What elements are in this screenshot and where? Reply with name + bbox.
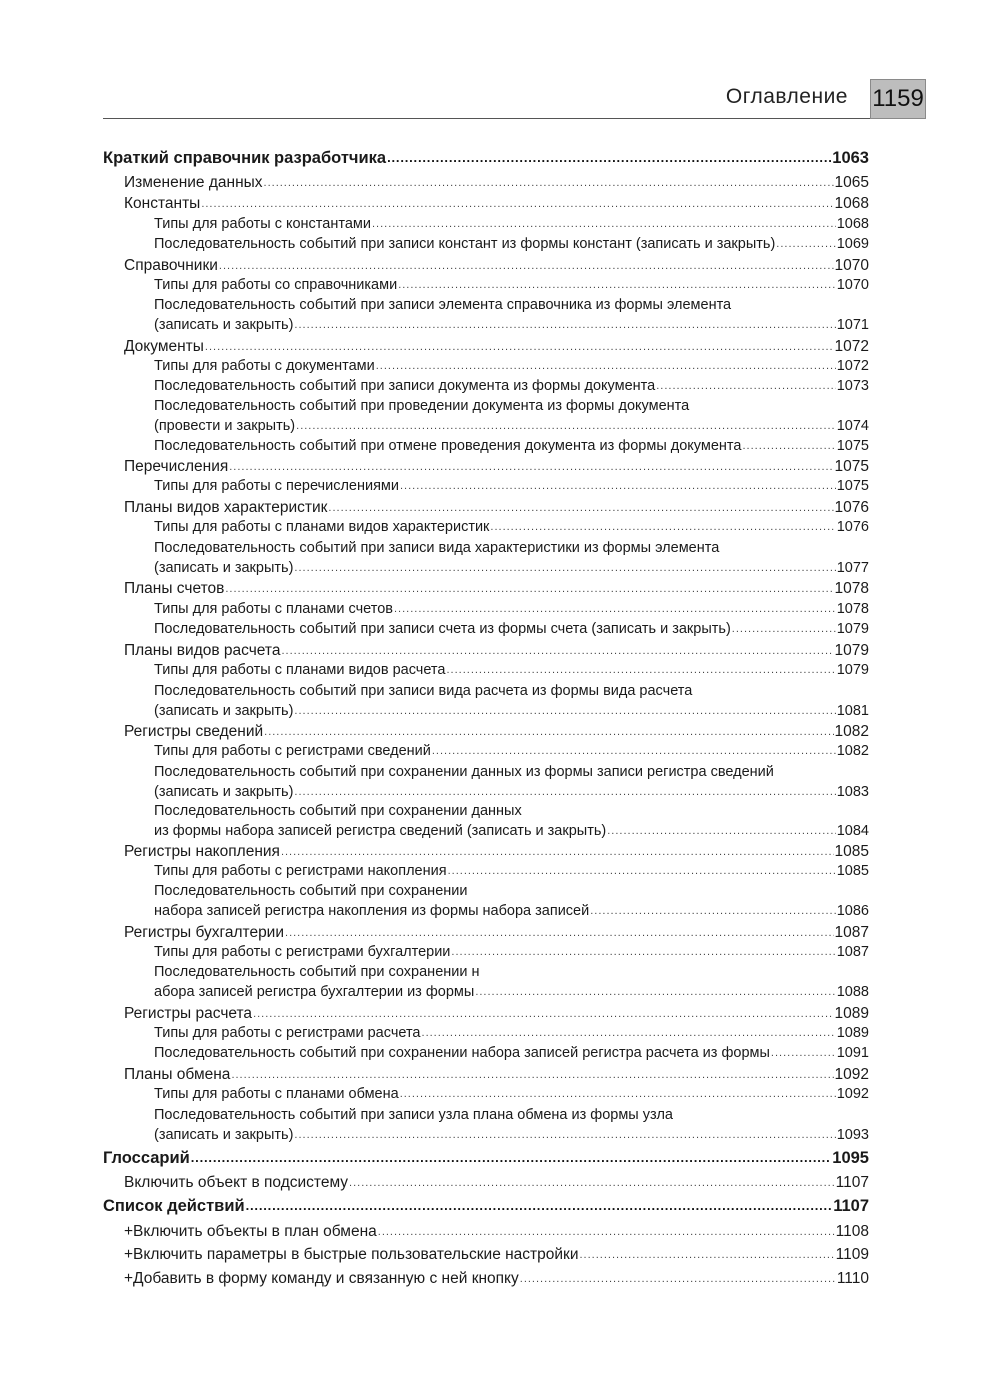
toc-dot-leader [328,502,833,514]
toc-page-number: 1079 [836,662,869,678]
toc-entry-title: Типы для работы с планами видов расчета [154,662,446,678]
toc-page-number: 1085 [834,843,869,860]
toc-dot-leader [246,1198,833,1213]
toc-page-number: 1075 [836,478,869,494]
toc-entry-title: (записать и закрыть) [154,784,294,800]
toc-entry-text-line: Последовательность событий при проведении документа из формы документа [154,398,690,414]
toc-entry-title: Типы для работы с перечислениями [154,478,399,494]
toc-entry-title: Типы для работы с регистрами накопления [154,863,447,879]
toc-dot-leader [191,1150,832,1165]
toc-entry-title: (записать и закрыть) [154,560,294,576]
toc-page-number: 1092 [836,1086,869,1102]
running-header-title: Оглавление [725,85,848,108]
toc-dot-leader [590,905,836,917]
toc-chapter-entry[interactable] [103,149,869,170]
toc-page-number: 1065 [834,174,869,191]
toc-entry-title: Изменение данных [124,174,263,191]
toc-entry-title: Регистры расчета [124,1005,253,1022]
toc-entry-text-line: Последовательность событий при сохранении данных [154,803,522,819]
toc-dot-leader [205,341,834,353]
toc-dot-leader [285,927,834,939]
toc-page-number: 1079 [836,621,869,637]
toc-page-number: 1083 [836,784,869,800]
toc-subsection-entry[interactable] [103,703,869,724]
toc-entry-title: Включить объект в подсистему [124,1174,349,1191]
toc-page-number: 1070 [836,277,869,293]
toc-dot-leader [400,480,836,492]
toc-page-number: 1088 [836,984,869,1000]
toc-entry-title: Перечисления [124,458,229,475]
toc-entry-title: набора записей регистра накопления из формы набора записей [154,903,590,919]
toc-section-entry[interactable] [103,1223,869,1244]
toc-section-entry[interactable] [103,1066,869,1087]
toc-section-entry[interactable] [103,195,869,216]
toc-page-number: 1107 [833,1197,869,1215]
toc-section-entry[interactable] [103,580,869,601]
toc-entry-title: Глоссарий [103,1149,190,1167]
toc-dot-leader [475,986,835,998]
toc-page-number: 1063 [832,149,869,167]
toc-entry-title: (записать и закрыть) [154,317,294,333]
toc-entry-title: Регистры бухгалтерии [124,924,285,941]
toc-entry-title: Планы счетов [124,580,225,597]
toc-page-number: 1072 [834,338,869,355]
toc-chapter-entry[interactable] [103,1149,869,1170]
toc-dot-leader [607,825,836,837]
toc-section-entry[interactable] [103,257,869,278]
toc-dot-leader [378,1226,835,1238]
toc-dot-leader [580,1249,835,1261]
page-number-box: 1159 [870,79,926,119]
toc-subsection-entry[interactable] [103,601,869,622]
toc-page-number: 1070 [834,257,869,274]
toc-entry-title: Типы для работы со справочниками [154,277,398,293]
toc-dot-leader [387,150,831,165]
toc-entry-title: Типы для работы с регистрами бухгалтерии [154,944,451,960]
toc-subsection-entry[interactable] [103,823,869,844]
toc-dot-leader [771,1047,836,1059]
toc-entry-title: (записать и закрыть) [154,703,294,719]
toc-dot-leader [229,461,833,473]
toc-dot-leader [201,198,833,210]
toc-section-entry[interactable] [103,1270,869,1291]
toc-page-number: 1087 [834,924,869,941]
toc-page-number: 1071 [836,317,869,333]
toc-dot-leader [264,177,834,189]
toc-page-number: 1110 [836,1270,869,1287]
toc-dot-leader [372,218,836,230]
toc-subsection-entry[interactable] [103,863,869,884]
toc-dot-leader [656,380,836,392]
toc-dot-leader [451,946,835,958]
toc-page-number: 1072 [836,358,869,374]
toc-entry-title: абора записей регистра бухгалтерии из формы [154,984,475,1000]
toc-page-number: 1089 [834,1005,869,1022]
toc-subsection-entry[interactable] [103,621,869,642]
toc-entry-text-line: Последовательность событий при записи вида характеристики из формы элемента [154,540,720,556]
toc-entry-title: Регистры накопления [124,843,280,860]
toc-entry-title: Типы для работы с константами [154,216,371,232]
toc-subsection-entry[interactable] [103,560,869,581]
toc-section-entry[interactable] [103,723,869,744]
toc-subsection-entry[interactable] [103,317,869,338]
toc-subsection-entry[interactable] [103,944,869,965]
toc-entry-title: (провести и закрыть) [154,418,296,434]
toc-entry-title: Последовательность событий при записи констант из формы констант (записать и закрыть) [154,236,776,252]
toc-page-number: 1074 [836,418,869,434]
toc-page-number: 1095 [832,1149,869,1167]
toc-subsection-entry[interactable] [103,903,869,924]
toc-section-entry[interactable] [103,843,869,864]
toc-page-number: 1069 [836,236,869,252]
toc-dot-leader [400,1088,836,1100]
toc-subsection-entry[interactable] [103,378,869,399]
toc-page-number: 1068 [836,216,869,232]
toc-section-entry[interactable] [103,458,869,479]
toc-page-number: 1082 [836,743,869,759]
toc-page-number: 1079 [834,642,869,659]
toc-page-number: 1108 [835,1223,869,1240]
toc-entry-title: +Включить параметры в быстрые пользовательские настройки [124,1246,579,1263]
toc-dot-leader [349,1177,835,1189]
toc-dot-leader [296,420,836,432]
toc-entry-title: Последовательность событий при записи документа из формы документа [154,378,656,394]
toc-dot-leader [225,583,833,595]
toc-dot-leader [294,786,835,798]
toc-subsection-entry[interactable] [103,1025,869,1046]
toc-page-number: 1109 [835,1246,869,1263]
toc-entry-title: Типы для работы с регистрами расчета [154,1025,421,1041]
toc-subsection-entry[interactable] [103,1045,869,1066]
toc-subsection-entry[interactable] [103,418,869,439]
toc-entry-title: Последовательность событий при отмене проведения документа из формы документа [154,438,742,454]
toc-dot-leader [520,1273,836,1285]
toc-subsection-entry[interactable] [103,358,869,379]
toc-section-entry[interactable] [103,1005,869,1026]
toc-chapter-entry[interactable] [103,1197,869,1218]
toc-entry-title: Планы обмена [124,1066,231,1083]
toc-entry-title: Последовательность событий при сохранении набора записей регистра расчета из формы [154,1045,770,1061]
toc-section-entry[interactable] [103,338,869,359]
toc-subsection-entry[interactable] [103,662,869,683]
toc-entry-title: Список действий [103,1197,245,1215]
toc-page-number: 1078 [834,580,869,597]
toc-section-entry[interactable] [103,499,869,520]
toc-dot-leader [776,238,835,250]
toc-page-number: 1073 [836,378,869,394]
toc-page-number: 1084 [836,823,869,839]
toc-dot-leader [490,521,835,533]
toc-entry-title: Последовательность событий при записи счета из формы счета (записать и закрыть) [154,621,731,637]
toc-entry-text-line: Последовательность событий при сохранении н [154,964,480,980]
page-header [0,0,1000,130]
toc-subsection-entry[interactable] [103,743,869,764]
toc-dot-leader [231,1069,833,1081]
toc-dot-leader [376,360,836,372]
toc-dot-leader [742,440,835,452]
toc-page-number: 1068 [834,195,869,212]
toc-entry-text-line: Последовательность событий при записи элемента справочника из формы элемента [154,297,732,313]
toc-subsection-entry[interactable] [103,216,869,237]
toc-dot-leader [448,865,836,877]
toc-subsection-entry[interactable] [103,236,869,257]
toc-page-number: 1077 [836,560,869,576]
toc-entry-title: Константы [124,195,201,212]
toc-entry-title: Регистры сведений [124,723,264,740]
toc-section-entry[interactable] [103,1174,869,1195]
toc-dot-leader [422,1027,836,1039]
toc-dot-leader [294,1129,835,1141]
toc-entry-text-line: Последовательность событий при записи узла плана обмена из формы узла [154,1107,673,1123]
toc-dot-leader [281,846,834,858]
toc-dot-leader [732,623,836,635]
toc-section-entry[interactable] [103,924,869,945]
toc-page-number: 1082 [834,723,869,740]
toc-dot-leader [253,1008,833,1020]
toc-entry-title: Справочники [124,257,218,274]
toc-dot-leader [432,745,836,757]
toc-subsection-entry[interactable] [103,277,869,298]
toc-subsection-entry[interactable] [103,478,869,499]
toc-page-number: 1091 [836,1045,869,1061]
toc-entry-title: Планы видов расчета [124,642,281,659]
toc-dot-leader [294,319,835,331]
toc-entry-title: Типы для работы с регистрами сведений [154,743,431,759]
toc-dot-leader [219,260,834,272]
toc-entry-title: +Включить объекты в план обмена [124,1223,377,1240]
toc-page-number: 1078 [836,601,869,617]
toc-entry-title: Типы для работы с планами счетов [154,601,393,617]
toc-page-number: 1076 [836,519,869,535]
header-rule [103,118,870,119]
toc-subsection-entry[interactable] [103,1086,869,1107]
toc-page-number: 1087 [836,944,869,960]
toc-entry-text-line: Последовательность событий при сохранении данных из формы записи регистра сведений [154,764,774,780]
toc-dot-leader [294,562,835,574]
toc-subsection-entry[interactable] [103,984,869,1005]
toc-entry-title: из формы набора записей регистра сведений (записать и закрыть) [154,823,607,839]
toc-entry-title: +Добавить в форму команду и связанную с ней кнопку [124,1270,519,1287]
toc-entry-title: Краткий справочник разработчика [103,149,387,167]
toc-dot-leader [264,726,833,738]
toc-page-number: 1092 [834,1066,869,1083]
toc-subsection-entry[interactable] [103,519,869,540]
toc-subsection-entry[interactable] [103,1127,869,1148]
toc-dot-leader [294,705,835,717]
toc-page-number: 1075 [834,458,869,475]
toc-page-number: 1093 [836,1127,869,1143]
toc-entry-title: Типы для работы с планами видов характеристик [154,519,490,535]
toc-subsection-entry[interactable] [103,784,869,805]
toc-entry-title: (записать и закрыть) [154,1127,294,1143]
toc-dot-leader [398,279,836,291]
toc-dot-leader [446,664,835,676]
toc-page-number: 1085 [836,863,869,879]
toc-entry-text-line: Последовательность событий при сохранении [154,883,468,899]
toc-section-entry[interactable] [103,1246,869,1267]
toc-entry-title: Типы для работы с документами [154,358,375,374]
toc-section-entry[interactable] [103,174,869,195]
toc-page-number: 1089 [836,1025,869,1041]
toc-dot-leader [394,603,836,615]
toc-page-number: 1107 [835,1174,869,1191]
toc-page-number: 1076 [834,499,869,516]
toc-section-entry[interactable] [103,642,869,663]
toc-entry-title: Документы [124,338,204,355]
toc-page-number: 1075 [836,438,869,454]
toc-page-number: 1086 [836,903,869,919]
toc-subsection-entry[interactable] [103,438,869,459]
toc-page-number: 1081 [836,703,869,719]
toc-entry-title: Планы видов характеристик [124,499,328,516]
toc-entry-text-line: Последовательность событий при записи вида расчета из формы вида расчета [154,683,693,699]
toc-entry-title: Типы для работы с планами обмена [154,1086,399,1102]
toc-dot-leader [281,645,833,657]
